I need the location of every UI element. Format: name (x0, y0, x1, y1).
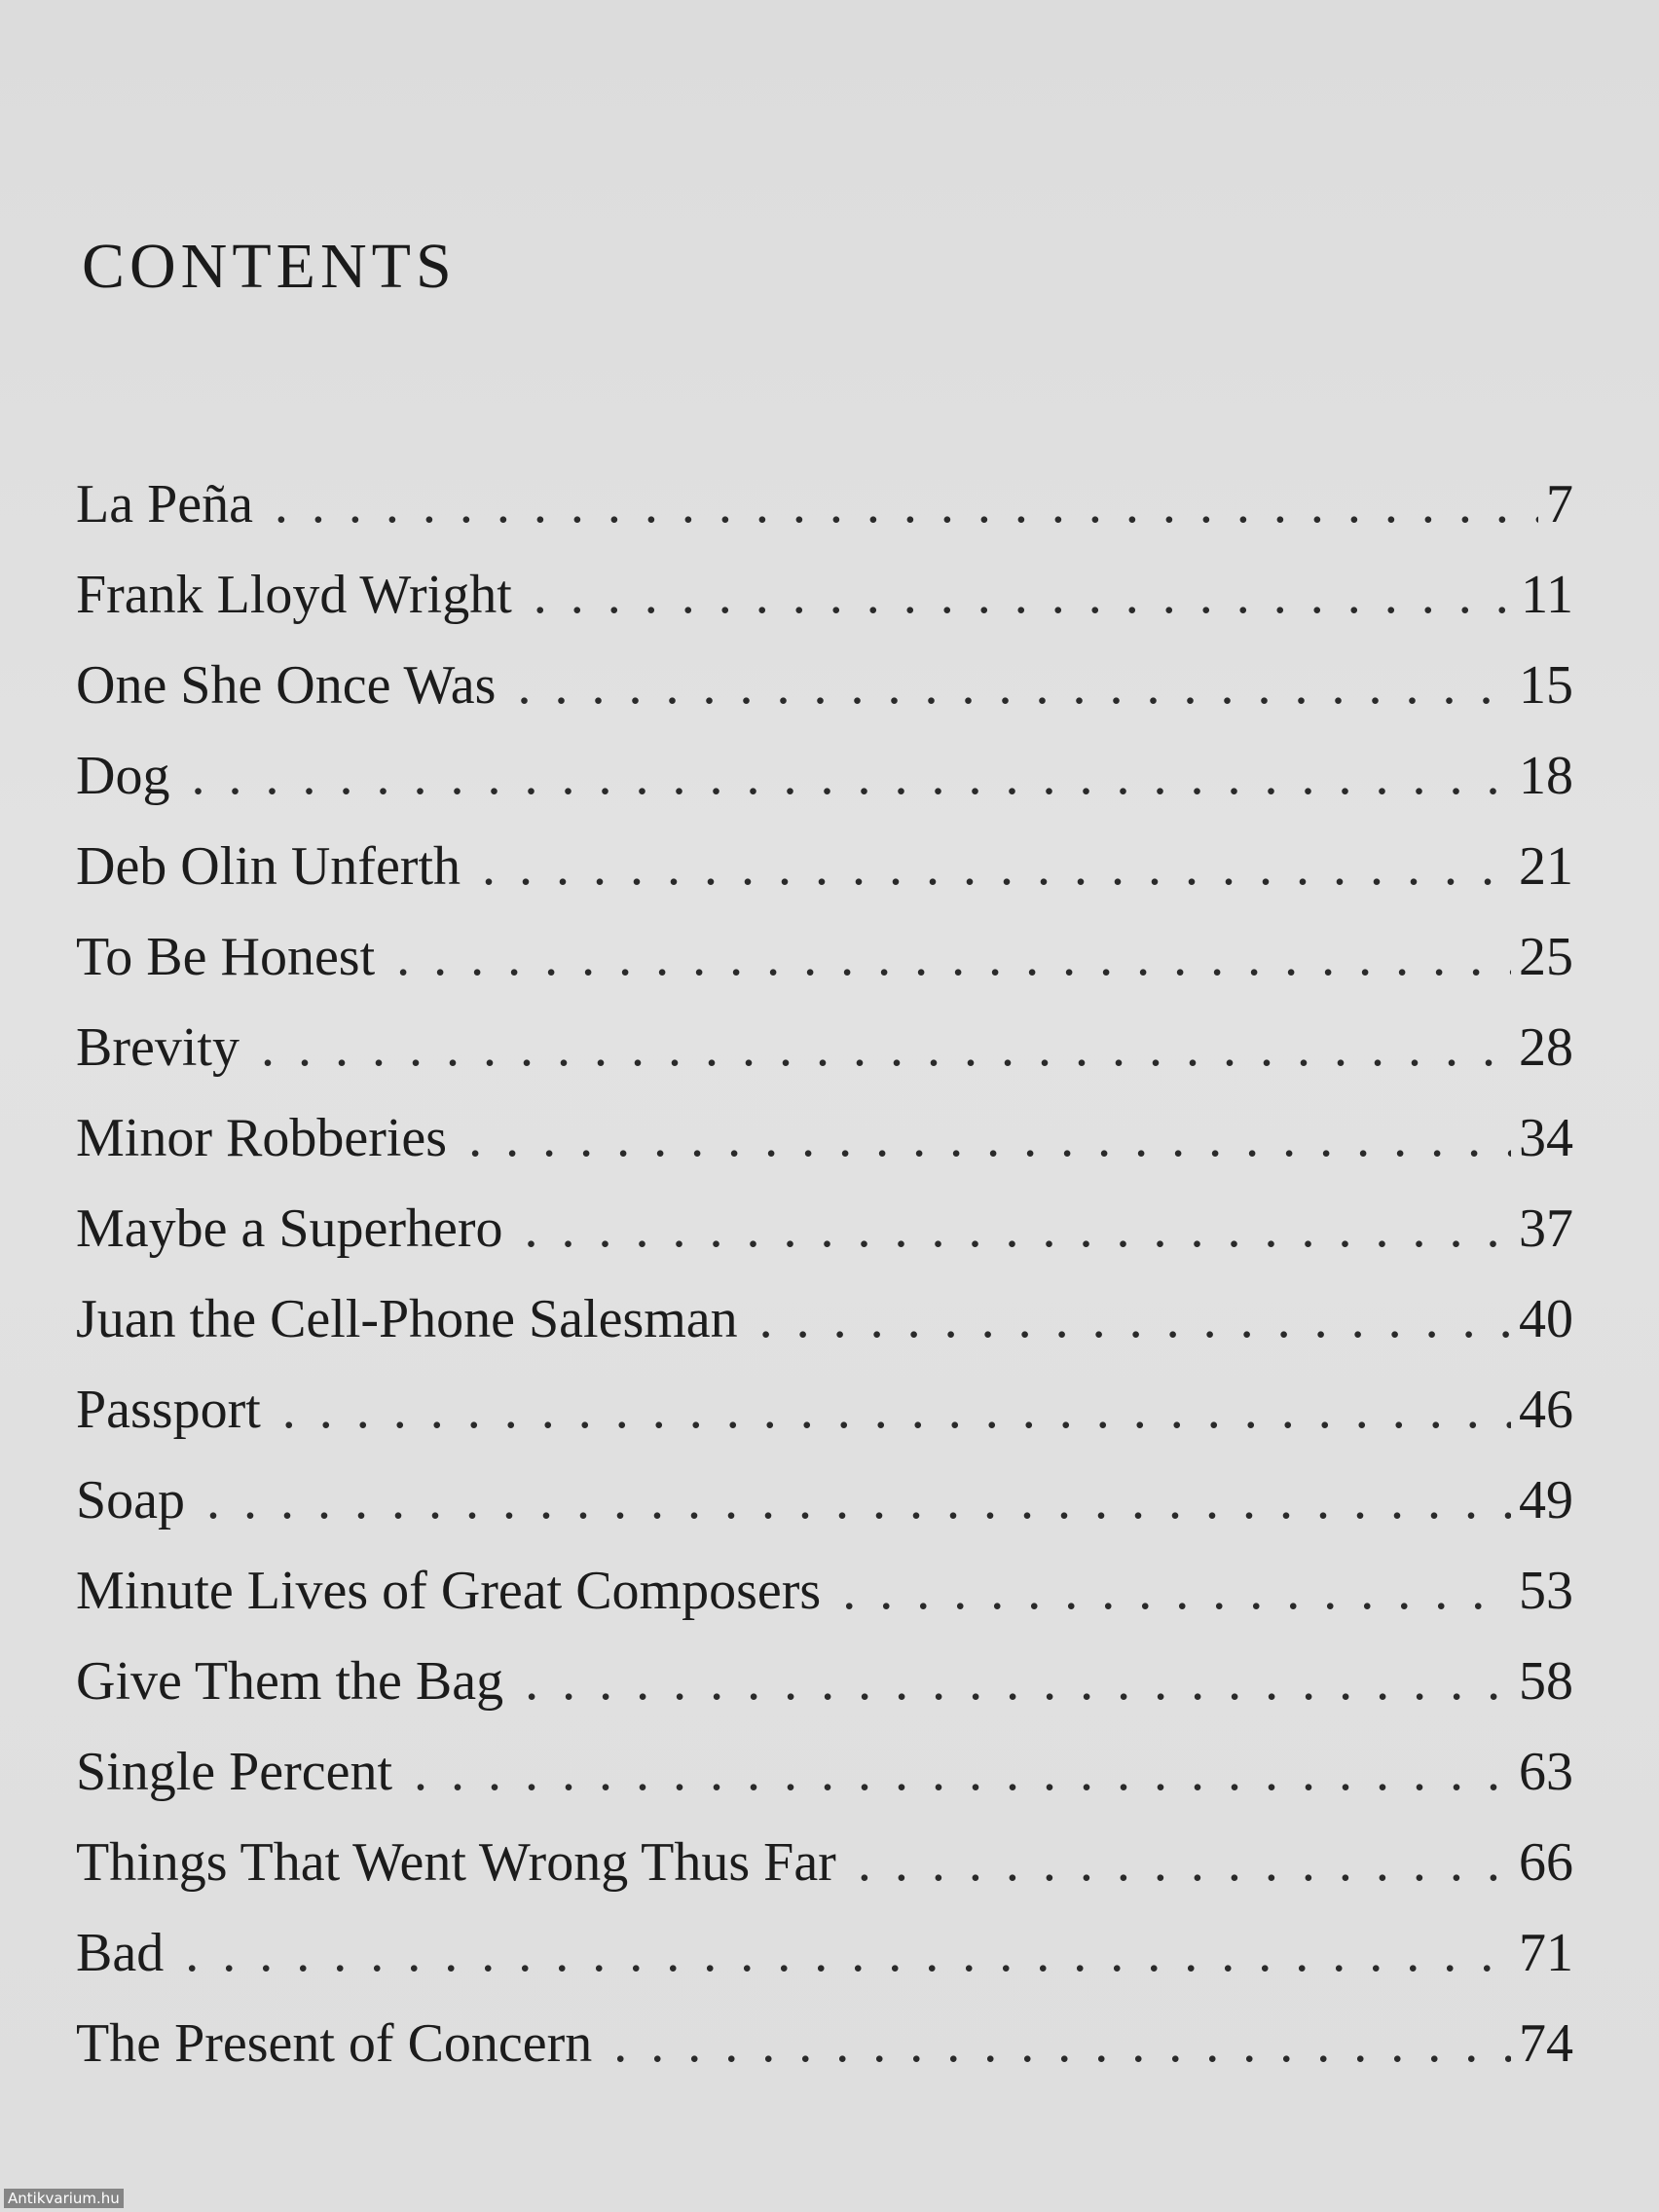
toc-entry-page: 34 (1519, 1108, 1573, 1168)
toc-dot-leader (858, 1831, 1511, 1894)
toc-dot-leader (468, 1107, 1511, 1169)
toc-entry-page: 63 (1519, 1742, 1573, 1802)
toc-entry-title: The Present of Concern (76, 2013, 593, 2074)
toc-entry (76, 926, 1573, 1016)
toc-dot-leader (261, 1016, 1511, 1079)
toc-entry-page: 11 (1521, 565, 1573, 625)
toc-entry-page: 18 (1519, 746, 1573, 806)
toc-entry (76, 2012, 1573, 2103)
toc-entry-title: Frank Lloyd Wright (76, 565, 512, 625)
toc-dot-leader (517, 654, 1511, 717)
toc-entry-title: Things That Went Wrong Thus Far (76, 1832, 836, 1893)
toc-entry (76, 1107, 1573, 1198)
toc-entry-page: 40 (1519, 1289, 1573, 1349)
table-of-contents (76, 473, 1573, 2103)
toc-entry-title: Give Them the Bag (76, 1651, 504, 1712)
toc-entry-page: 74 (1519, 2013, 1573, 2074)
toc-dot-leader (282, 1379, 1511, 1441)
toc-entry (76, 473, 1573, 564)
toc-entry-title: Bad (76, 1923, 165, 1983)
contents-heading: CONTENTS (82, 231, 457, 302)
toc-entry (76, 654, 1573, 745)
toc-entry-page: 37 (1519, 1198, 1573, 1259)
toc-entry-page: 53 (1519, 1561, 1573, 1621)
toc-entry-title: Minor Robberies (76, 1108, 448, 1168)
toc-entry-page: 49 (1519, 1470, 1573, 1530)
toc-entry-title: One She Once Was (76, 655, 497, 716)
toc-entry (76, 835, 1573, 926)
toc-dot-leader (759, 1288, 1511, 1350)
toc-dot-leader (414, 1741, 1511, 1803)
toc-dot-leader (613, 2012, 1511, 2075)
toc-entry (76, 1469, 1573, 1560)
toc-entry-title: Minute Lives of Great Composers (76, 1561, 822, 1621)
toc-entry-title: Passport (76, 1380, 261, 1440)
toc-entry (76, 1379, 1573, 1469)
toc-dot-leader (525, 1650, 1511, 1713)
toc-entry-page: 21 (1519, 836, 1573, 897)
toc-dot-leader (275, 473, 1538, 535)
toc-entry-title: La Peña (76, 474, 253, 535)
toc-entry-page: 46 (1519, 1380, 1573, 1440)
toc-dot-leader (525, 1198, 1511, 1260)
toc-entry-title: Dog (76, 746, 170, 806)
toc-entry-title: Maybe a Superhero (76, 1198, 503, 1259)
toc-entry (76, 1288, 1573, 1379)
toc-dot-leader (396, 926, 1511, 988)
toc-entry (76, 1198, 1573, 1288)
toc-entry-page: 7 (1546, 474, 1573, 535)
toc-dot-leader (185, 1922, 1511, 1984)
toc-entry (76, 1650, 1573, 1741)
toc-entry-page: 28 (1519, 1017, 1573, 1078)
watermark: Antikvarium.hu (4, 2189, 124, 2208)
toc-entry (76, 745, 1573, 835)
toc-dot-leader (842, 1560, 1511, 1622)
toc-entry-title: Soap (76, 1470, 185, 1530)
toc-entry-title: Deb Olin Unferth (76, 836, 461, 897)
toc-entry (76, 1016, 1573, 1107)
toc-entry-title: To Be Honest (76, 927, 376, 987)
toc-entry-page: 58 (1519, 1651, 1573, 1712)
toc-dot-leader (482, 835, 1511, 898)
toc-entry-title: Single Percent (76, 1742, 393, 1802)
toc-dot-leader (191, 745, 1511, 807)
toc-entry-page: 25 (1519, 927, 1573, 987)
toc-entry (76, 1560, 1573, 1650)
toc-entry (76, 564, 1573, 654)
toc-dot-leader (206, 1469, 1511, 1531)
toc-entry-title: Juan the Cell-Phone Salesman (76, 1289, 738, 1349)
toc-entry-page: 15 (1519, 655, 1573, 716)
toc-dot-leader (534, 564, 1513, 626)
toc-entry-title: Brevity (76, 1017, 240, 1078)
toc-entry (76, 1741, 1573, 1831)
toc-entry (76, 1922, 1573, 2012)
toc-entry (76, 1831, 1573, 1922)
toc-entry-page: 66 (1519, 1832, 1573, 1893)
toc-entry-page: 71 (1519, 1923, 1573, 1983)
